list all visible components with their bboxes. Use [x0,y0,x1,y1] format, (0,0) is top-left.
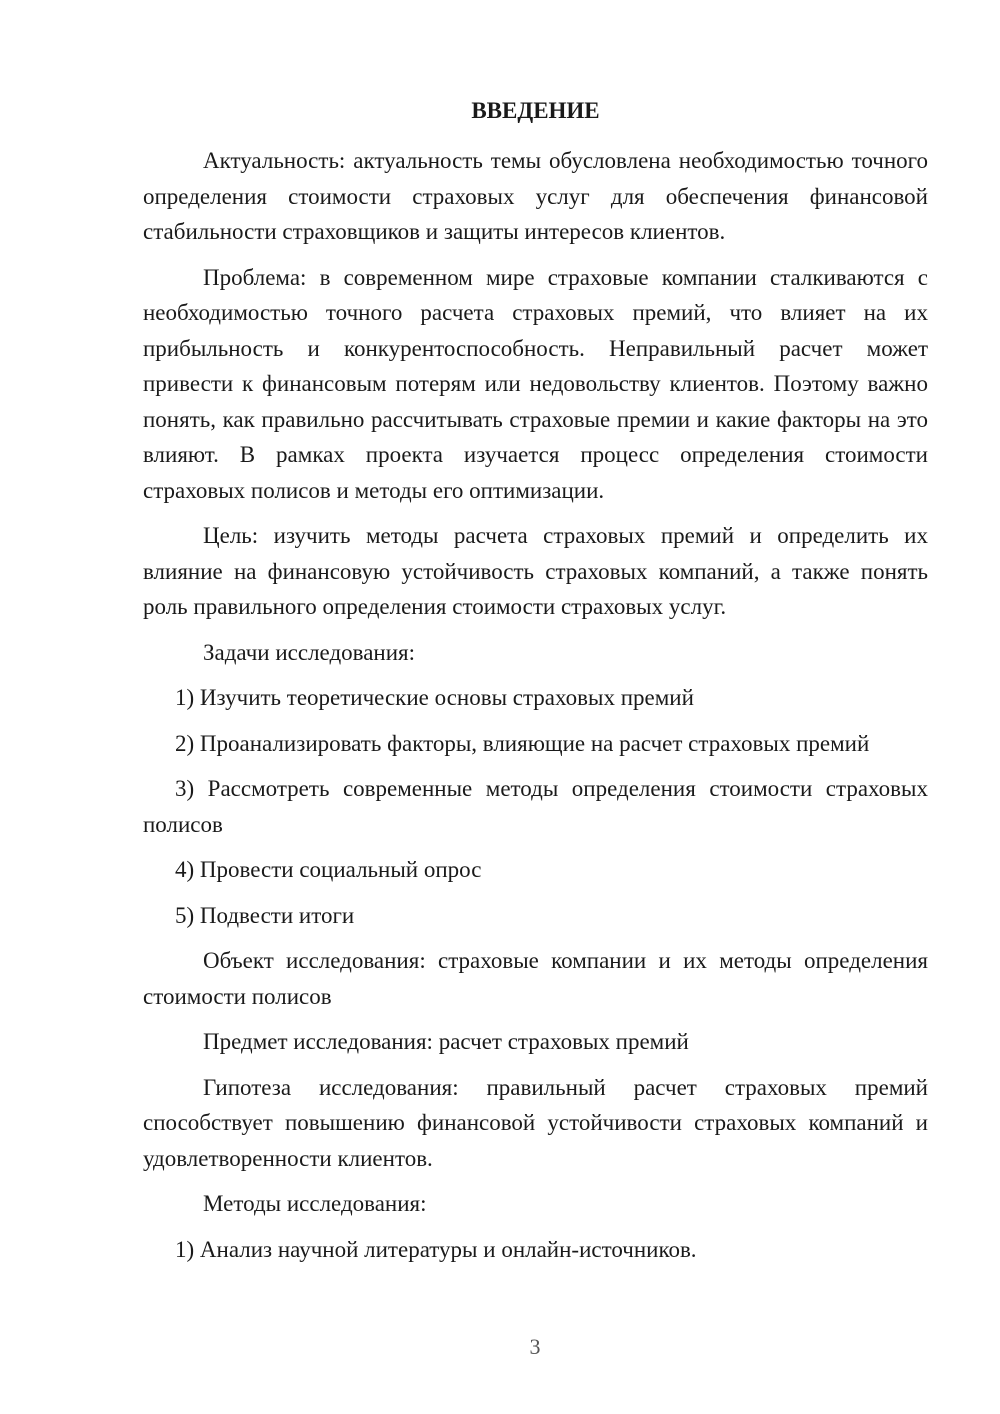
list-item-task-5: 5) Подвести итоги [175,902,355,928]
paragraph-problem: Проблема: в современном мире страховые компании сталкиваются с необходимостью точного расчета страховых премий, что влияет на их прибыльность и конкурентоспособность. Неправильный расчет может привести к финансовым потерям или недовольству клиентов. Поэтому важно понять, как правильно рассчитывать страховые премии и какие факторы на это влияют. В рамках проекта изучается процесс определения стоимости страховых полисов и методы его оптимизации. [143,264,928,503]
list-item-task-1: 1) Изучить теоретические основы страховых премий [175,685,694,710]
list-item-task-4: 4) Провести социальный опрос [175,857,482,882]
list-item-task-2: 2) Проанализировать факторы, влияющие на расчет страховых премий [175,730,870,756]
paragraph-methods-heading: Методы исследования: [203,1191,427,1216]
list-item-task-3: 3) Рассмотреть современные методы определения стоимости страховых полисов [143,776,928,837]
paragraph-subject: Предмет исследования: расчет страховых премий [203,1029,689,1054]
section-heading: ВВЕДЕНИЕ [471,98,600,123]
paragraph-object: Объект исследования: страховые компании и их методы определения стоимости полисов [143,948,928,1009]
document-body [143,143,928,1277]
page-number: 3 [529,1334,541,1359]
paragraph-goal: Цель: изучить методы расчета страховых премий и определить их влияние на финансовую устойчивость страховых компаний, а также понять роль правильного определения стоимости страховых услуг. [143,523,928,619]
paragraph-hypothesis: Гипотеза исследования: правильный расчет страховых премий способствует повышению финансовой устойчивости страховых компаний и удовлетворенности клиентов. [143,1074,928,1171]
paragraph-relevance: Актуальность: актуальность темы обусловлена необходимостью точного определения стоимости страховых услуг для обеспечения финансовой стабильности страховщиков и защиты интересов клиентов. [143,148,928,244]
paragraph-tasks-heading: Задачи исследования: [203,639,416,665]
list-item-method-1: 1) Анализ научной литературы и онлайн-источников. [175,1236,697,1262]
